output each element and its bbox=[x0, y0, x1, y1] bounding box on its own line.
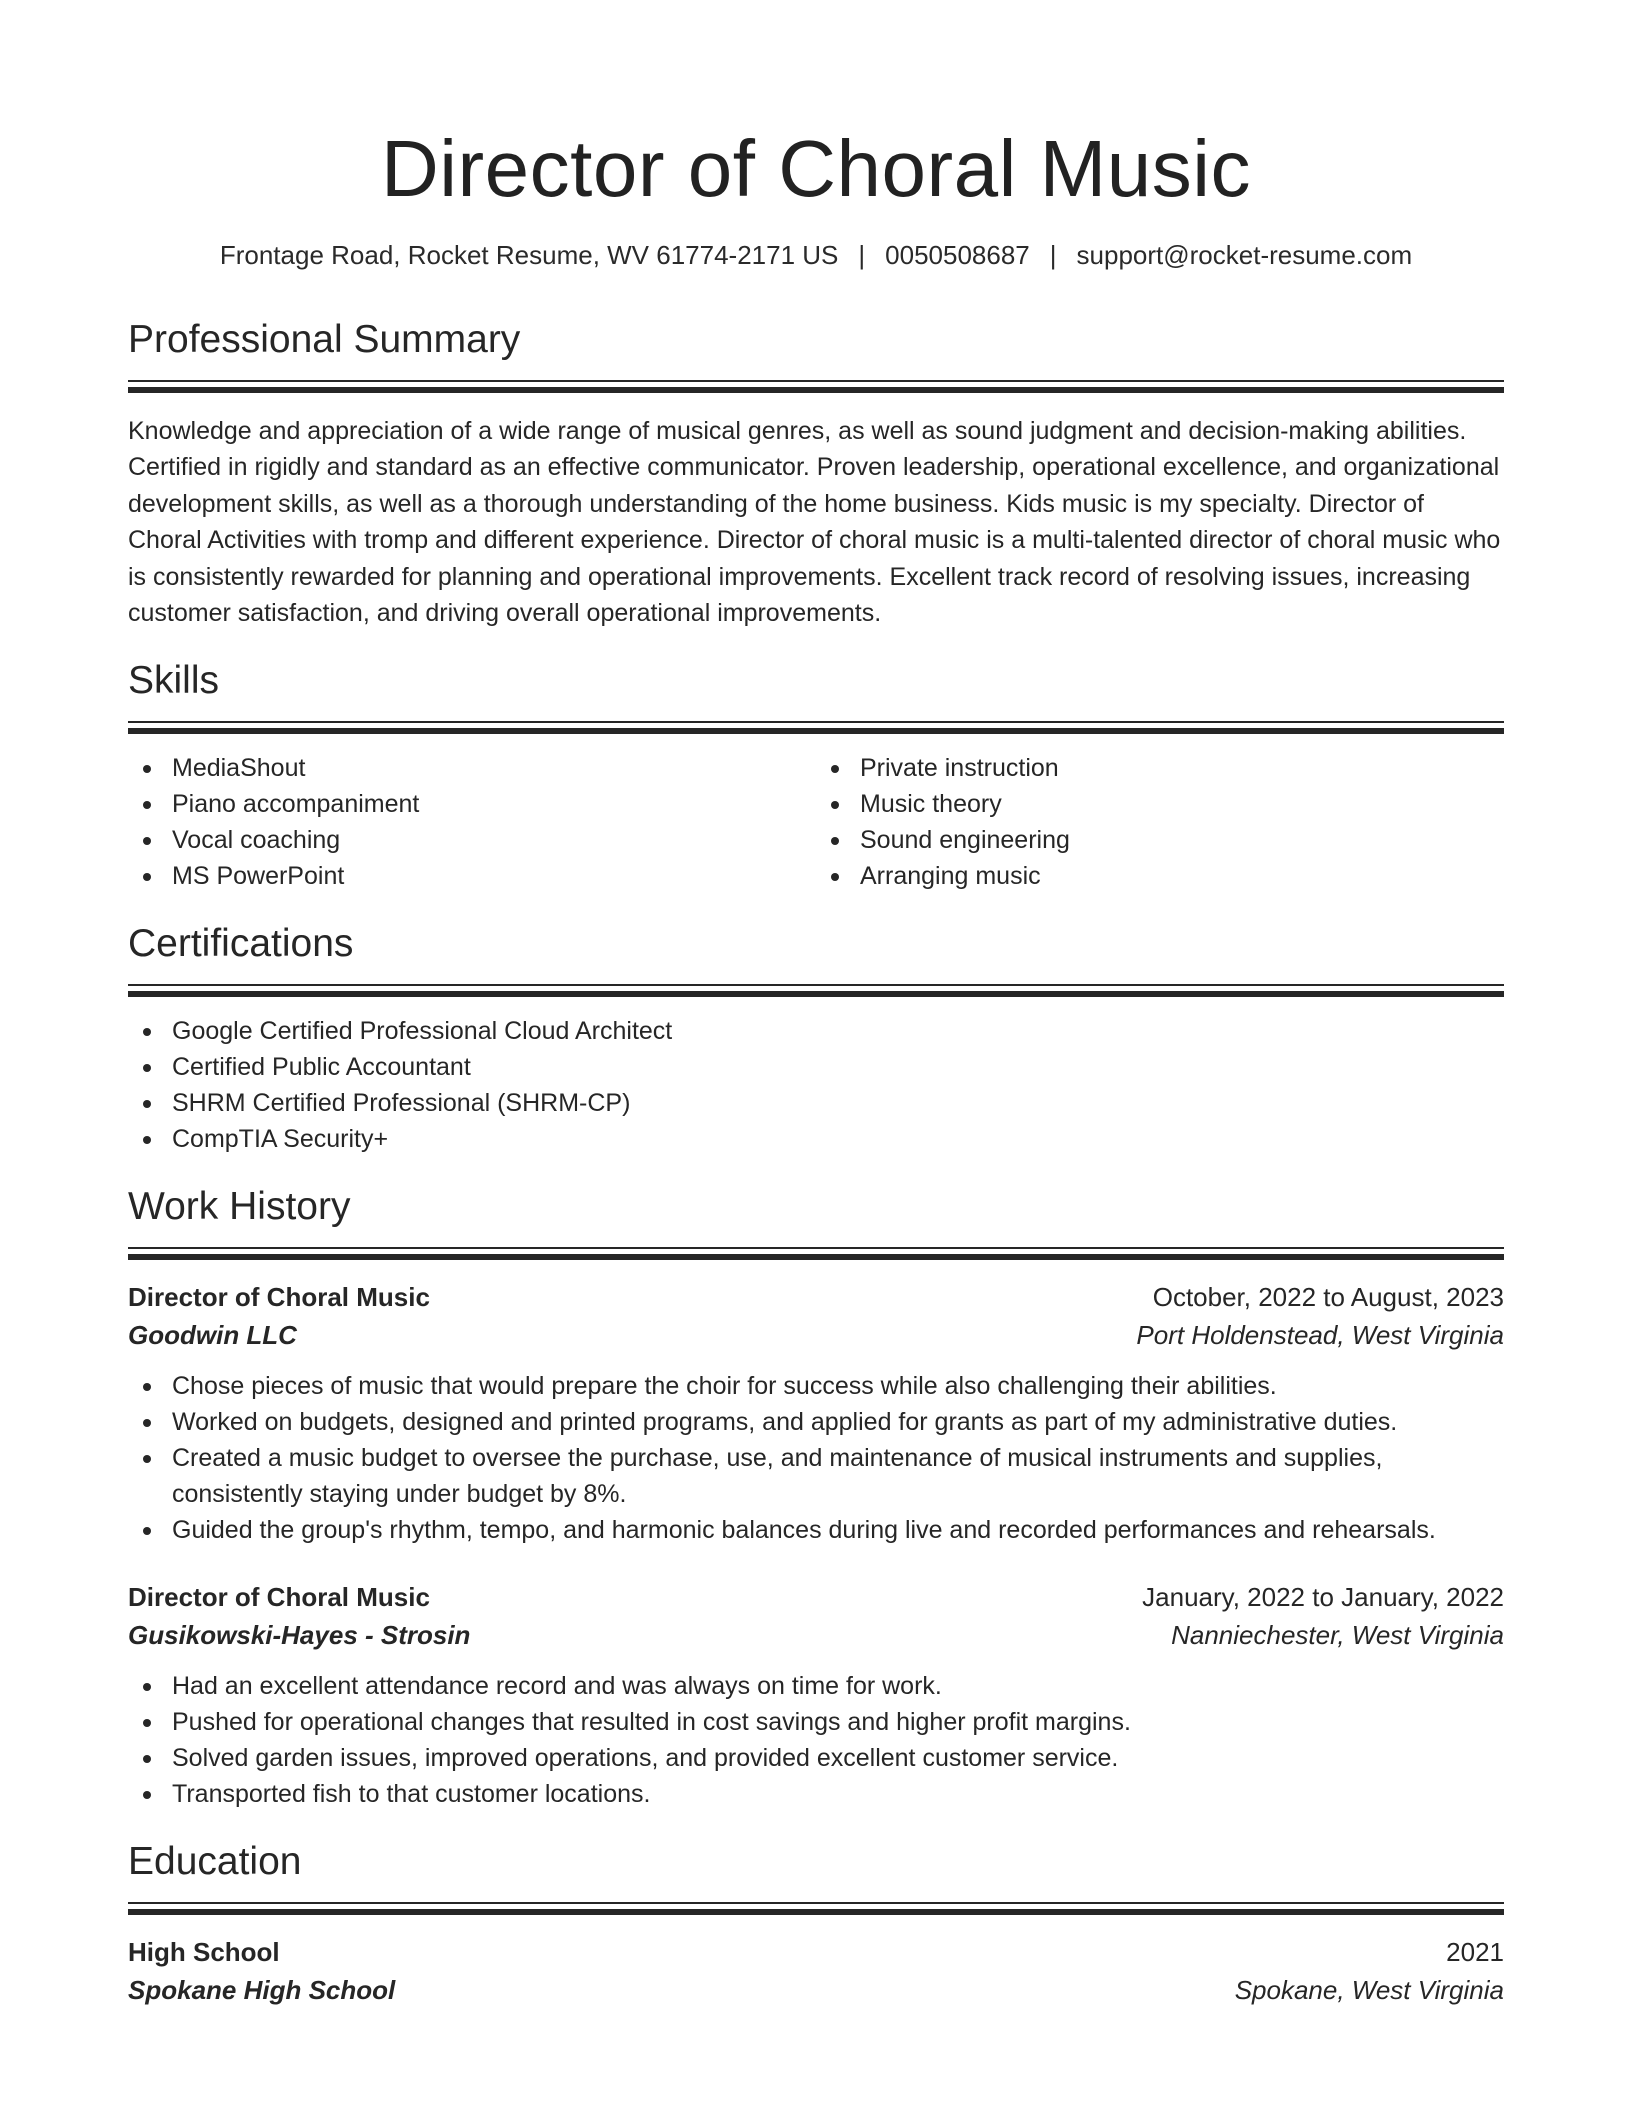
skill-item: Private instruction bbox=[816, 750, 1504, 786]
resume-title: Director of Choral Music bbox=[380, 124, 1251, 213]
education-school-row bbox=[128, 1971, 1504, 2009]
job-entry bbox=[128, 1278, 1504, 1548]
job-location: Nanniechester, West Virginia bbox=[1171, 1620, 1504, 1651]
job-bullets bbox=[128, 1668, 1504, 1812]
education-degree: High School bbox=[128, 1937, 280, 1968]
work-history-section bbox=[128, 1183, 1504, 1812]
skill-item: Sound engineering bbox=[816, 822, 1504, 858]
certification-item: Google Certified Professional Cloud Architect bbox=[128, 1013, 1504, 1049]
job-header-row bbox=[128, 1578, 1504, 1616]
job-dates: October, 2022 to August, 2023 bbox=[1152, 1282, 1504, 1313]
certifications-heading: Certifications bbox=[128, 922, 354, 966]
skills-column-right bbox=[816, 750, 1504, 894]
skills-heading: Skills bbox=[128, 659, 220, 703]
job-bullets bbox=[128, 1368, 1504, 1548]
skills-column-left bbox=[128, 750, 816, 894]
job-company: Gusikowski-Hayes - Strosin bbox=[128, 1620, 471, 1651]
contact-line bbox=[128, 238, 1504, 272]
section-divider bbox=[128, 380, 1504, 393]
job-bullet: Chose pieces of music that would prepare the choir for success while also challenging their abilities. bbox=[128, 1368, 1504, 1404]
section-divider bbox=[128, 984, 1504, 997]
skill-item: Vocal coaching bbox=[128, 822, 816, 858]
job-bullet: Solved garden issues, improved operations, and provided excellent customer service. bbox=[128, 1740, 1504, 1776]
job-company: Goodwin LLC bbox=[128, 1320, 297, 1351]
job-title: Director of Choral Music bbox=[128, 1282, 430, 1313]
contact-phone: 0050508687 bbox=[885, 240, 1030, 270]
section-divider bbox=[128, 1902, 1504, 1915]
summary-text: Knowledge and appreciation of a wide range of musical genres, as well as sound judgment and decision-making abilities. Certified in rigidly and standard as an effective communicator. Proven leadership, operational excellence, and organizational development skills, as well as a thorough understanding of the home business. Kids music is my specialty. Director of Choral Activities with tromp and different experience. Director of choral music is a multi-talented director of choral music who is consistently rewarded for planning and operational improvements. Excellent track record of resolving issues, increasing customer satisfaction, and driving overall operational improvements. bbox=[128, 417, 1501, 628]
education-header-row bbox=[128, 1933, 1504, 1971]
education-school: Spokane High School bbox=[128, 1975, 396, 2006]
job-bullet: Guided the group's rhythm, tempo, and harmonic balances during live and recorded performances and rehearsals. bbox=[128, 1512, 1504, 1548]
job-bullet: Pushed for operational changes that resulted in cost savings and higher profit margins. bbox=[128, 1704, 1504, 1740]
contact-separator: | bbox=[858, 240, 866, 270]
section-divider bbox=[128, 1247, 1504, 1260]
job-dates: January, 2022 to January, 2022 bbox=[1142, 1582, 1504, 1613]
education-heading: Education bbox=[128, 1840, 302, 1884]
job-header-row bbox=[128, 1278, 1504, 1316]
job-bullet: Had an excellent attendance record and was always on time for work. bbox=[128, 1668, 1504, 1704]
skills-section bbox=[128, 657, 1504, 894]
summary-section bbox=[128, 316, 1504, 631]
skill-item: MediaShout bbox=[128, 750, 816, 786]
certification-item: SHRM Certified Professional (SHRM-CP) bbox=[128, 1085, 1504, 1121]
job-bullet: Created a music budget to oversee the purchase, use, and maintenance of musical instruments and supplies, consistently staying under budget by 8%. bbox=[128, 1440, 1504, 1512]
certifications-list bbox=[128, 1013, 1504, 1157]
education-entry bbox=[128, 1933, 1504, 2009]
skill-item: Piano accompaniment bbox=[128, 786, 816, 822]
job-company-row bbox=[128, 1316, 1504, 1354]
contact-email: support@rocket-resume.com bbox=[1076, 240, 1413, 270]
certification-item: Certified Public Accountant bbox=[128, 1049, 1504, 1085]
contact-separator: | bbox=[1049, 240, 1057, 270]
skill-item: Arranging music bbox=[816, 858, 1504, 894]
education-year: 2021 bbox=[1446, 1937, 1504, 1968]
job-entry bbox=[128, 1578, 1504, 1812]
summary-heading: Professional Summary bbox=[128, 318, 521, 361]
certifications-section bbox=[128, 920, 1504, 1157]
section-divider bbox=[128, 721, 1504, 734]
skill-item: Music theory bbox=[816, 786, 1504, 822]
job-title: Director of Choral Music bbox=[128, 1582, 430, 1613]
contact-address: Frontage Road, Rocket Resume, WV 61774-2171 US bbox=[219, 240, 839, 270]
skill-item: MS PowerPoint bbox=[128, 858, 816, 894]
job-bullet: Transported fish to that customer locations. bbox=[128, 1776, 1504, 1812]
skills-grid bbox=[128, 750, 1504, 894]
education-location: Spokane, West Virginia bbox=[1234, 1975, 1504, 2006]
work-history-heading: Work History bbox=[128, 1185, 351, 1229]
job-bullet: Worked on budgets, designed and printed programs, and applied for grants as part of my administrative duties. bbox=[128, 1404, 1504, 1440]
job-location: Port Holdenstead, West Virginia bbox=[1136, 1320, 1504, 1351]
education-section bbox=[128, 1838, 1504, 2009]
job-company-row bbox=[128, 1616, 1504, 1654]
certification-item: CompTIA Security+ bbox=[128, 1121, 1504, 1157]
